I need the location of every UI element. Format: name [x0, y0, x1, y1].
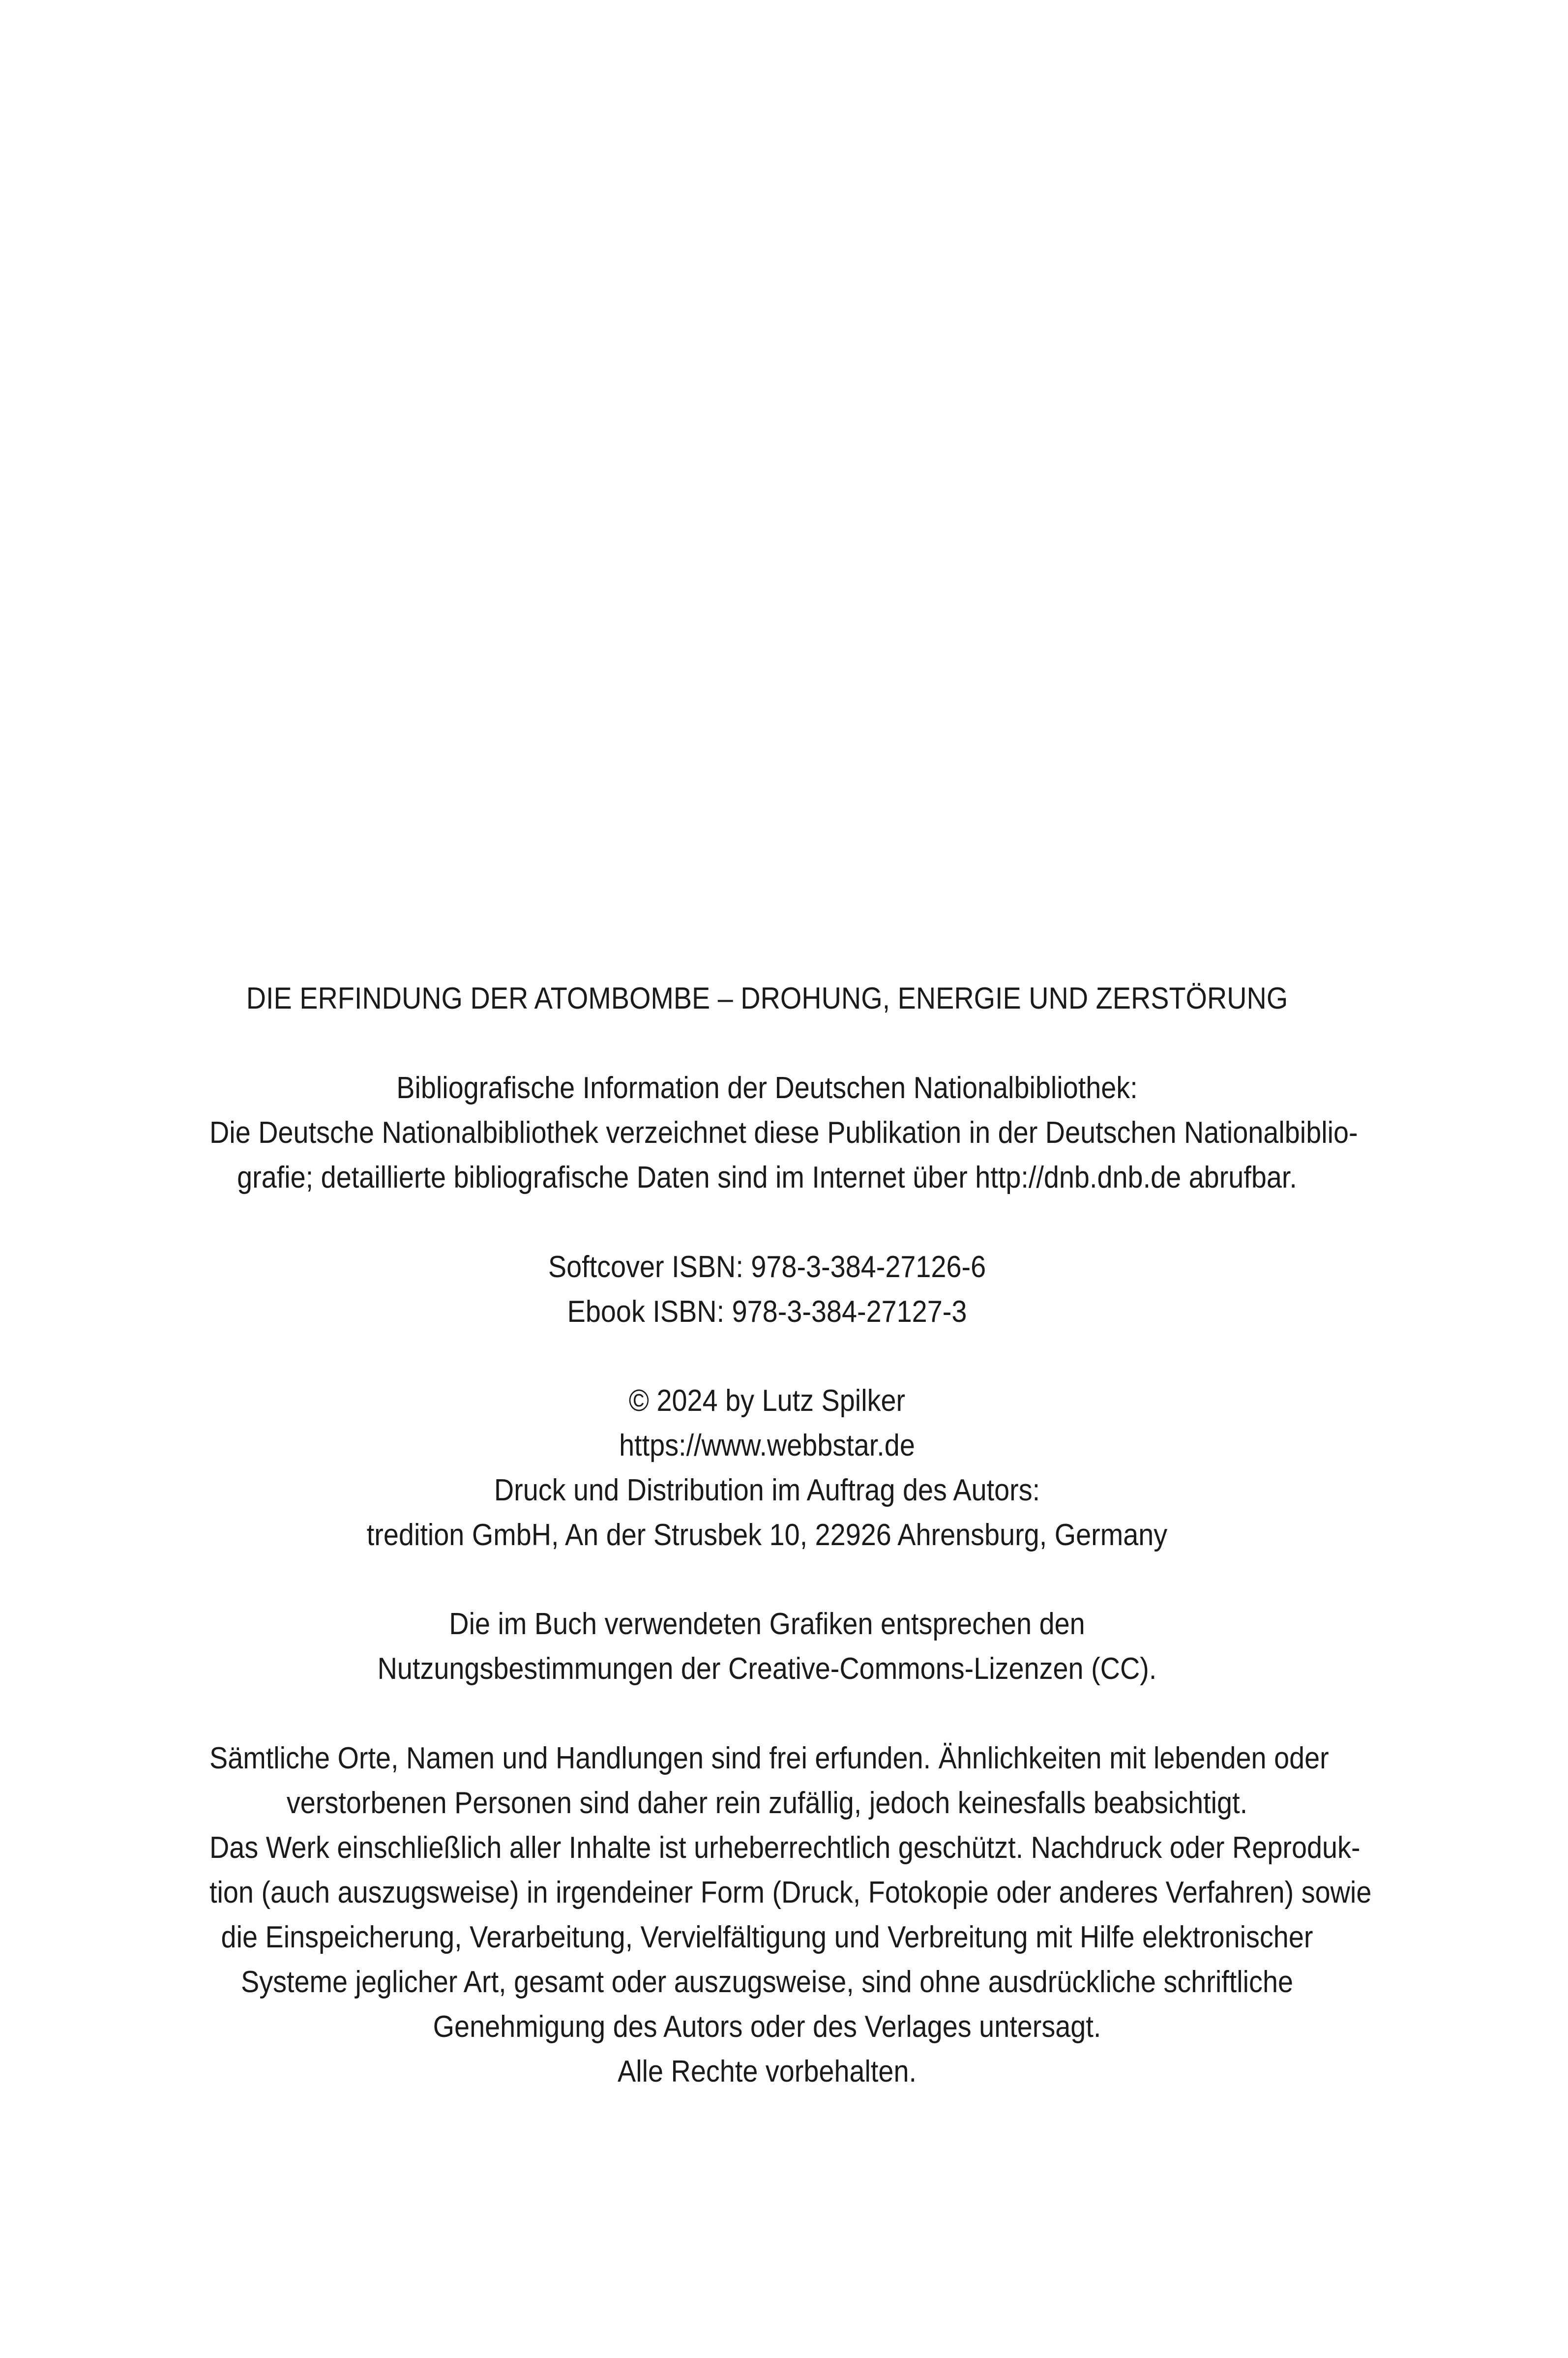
graphics-license-note: [209, 1602, 1325, 1691]
author-website: https://www.webbstar.de: [619, 1429, 915, 1463]
bibliography-text-line: grafie; detaillierte bibliografische Daten sind im Internet über http://dnb.dnb.de abrufbar.: [237, 1161, 1297, 1194]
copyright-notice: © 2024 by Lutz Spilker: [628, 1384, 906, 1418]
graphics-note-line: Nutzungsbestimmungen der Creative-Commons-Lizenzen (CC).: [377, 1652, 1157, 1686]
ebook-isbn: Ebook ISBN: 978-3-384-27127-3: [567, 1295, 967, 1329]
legal-text-line: Das Werk einschließlich aller Inhalte ist urheberrechtlich geschützt. Nachdruck oder Reproduk-: [209, 1831, 1361, 1865]
legal-text-line: Genehmigung des Autors oder des Verlages untersagt.: [433, 2010, 1101, 2044]
bibliography-text-line: Die Deutsche Nationalbibliothek verzeichnet diese Publikation in der Deutschen Nationalbiblio-: [209, 1116, 1358, 1150]
legal-text-line: verstorbenen Personen sind daher rein zufällig, jedoch keinesfalls beabsichtigt.: [286, 1786, 1248, 1820]
legal-text-line: tion (auch auszugsweise) in irgendeiner Form (Druck, Fotokopie oder anderes Verfahren) sowie: [209, 1876, 1372, 1910]
book-title-block: [209, 976, 1325, 1021]
distribution-note: Druck und Distribution im Auftrag des Autors:: [494, 1473, 1040, 1507]
legal-text-line: Sämtliche Orte, Namen und Handlungen sind frei erfunden. Ähnlichkeiten mit lebenden oder: [209, 1741, 1329, 1775]
legal-disclaimer: [209, 1736, 1372, 2094]
book-title: DIE ERFINDUNG DER ATOMBOMBE – DROHUNG, ENERGIE UND ZERSTÖRUNG: [246, 982, 1288, 1015]
graphics-note-line: Die im Buch verwendeten Grafiken entsprechen den: [449, 1607, 1085, 1641]
bibliographic-information: [209, 1066, 1358, 1200]
bibliography-heading: Bibliografische Information der Deutschen Nationalbibliothek:: [396, 1071, 1138, 1105]
rights-reserved: Alle Rechte vorbehalten.: [618, 2055, 917, 2089]
legal-text-line: die Einspeicherung, Verarbeitung, Vervielfältigung und Verbreitung mit Hilfe elektronischer: [221, 1920, 1313, 1954]
legal-text-line: Systeme jeglicher Art, gesamt oder auszugsweise, sind ohne ausdrückliche schriftliche: [240, 1965, 1294, 1999]
copyright-block: [209, 1378, 1325, 1557]
isbn-block: [209, 1245, 1325, 1334]
publisher-address: tredition GmbH, An der Strusbek 10, 22926 Ahrensburg, Germany: [366, 1518, 1168, 1552]
softcover-isbn: Softcover ISBN: 978-3-384-27126-6: [548, 1250, 986, 1284]
